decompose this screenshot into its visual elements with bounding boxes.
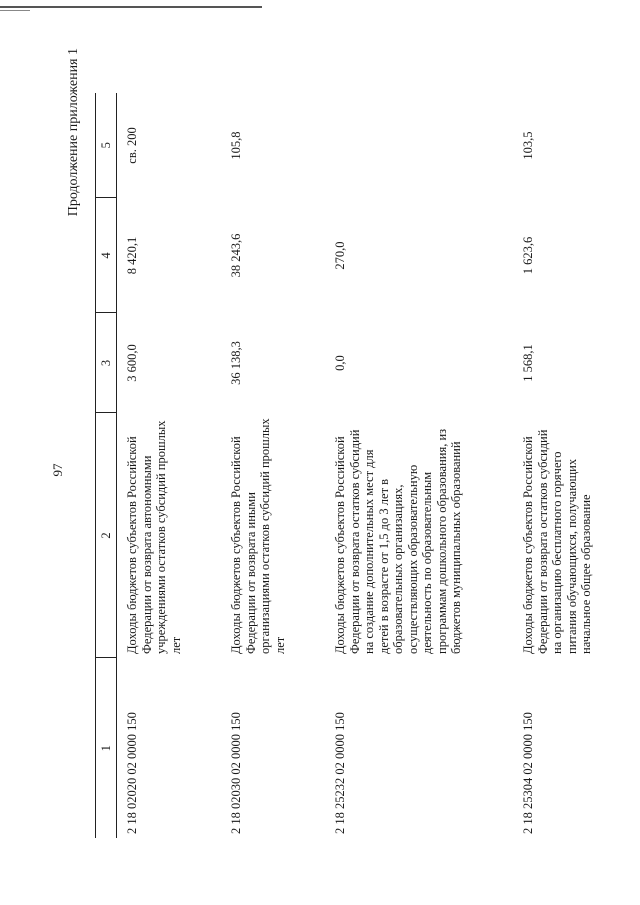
value-col4: 38 243,6 xyxy=(229,233,243,278)
value-col3: 3 600,0 xyxy=(125,344,139,382)
value-col3: 36 138,3 xyxy=(229,341,243,385)
revenue-description: Доходы бюджетов субъектов Российской Федерации от возврата остатков субсидий на организацию бесплатного горячего питания обучающихся, получающих начальное общее образование xyxy=(521,429,593,654)
table-row xyxy=(513,93,617,838)
column-header-5: 5 xyxy=(96,93,117,198)
revenue-table xyxy=(95,93,617,838)
value-col5 xyxy=(325,93,513,198)
column-header-2: 2 xyxy=(96,413,117,658)
column-header-4: 4 xyxy=(96,198,117,313)
page-number: 97 xyxy=(50,463,65,477)
revenue-code: 2 18 02030 02 0000 150 xyxy=(229,712,243,834)
scan-edge-line xyxy=(0,6,262,8)
value-col4: 1 623,6 xyxy=(521,236,535,275)
column-header-1: 1 xyxy=(96,658,117,838)
appendix-label: Продолжение приложения 1 xyxy=(66,48,81,217)
value-col4: 8 420,1 xyxy=(125,236,139,275)
value-col5: св. 200 xyxy=(125,127,139,164)
table-header-row xyxy=(96,93,117,838)
scan-edge-line-short xyxy=(0,10,30,11)
revenue-code: 2 18 25304 02 0000 150 xyxy=(521,712,535,834)
revenue-code: 2 18 02020 02 0000 150 xyxy=(125,712,139,834)
value-col5: 105,8 xyxy=(229,131,243,160)
value-col3: 0,0 xyxy=(333,355,347,371)
table-row xyxy=(221,93,325,838)
table-row xyxy=(117,93,222,838)
revenue-description: Доходы бюджетов субъектов Российской Федерации от возврата остатков субсидий на создание дополнительных мест для детей в возрасте от 1,5 до 3 лет в образовательных организациях, осуществляющих образовательную деятельность по образовательным программам дошкольного образования, из бюджетов муниципальных образований xyxy=(333,428,463,654)
value-col5: 103,5 xyxy=(521,131,535,160)
revenue-description: Доходы бюджетов субъектов Российской Федерации от возврата автономными учреждениями остатков субсидий прошлых лет xyxy=(125,420,183,654)
rotated-landscape-sheet xyxy=(50,40,610,900)
value-col3: 1 568,1 xyxy=(521,344,535,382)
column-header-3: 3 xyxy=(96,313,117,413)
value-col4: 270,0 xyxy=(333,241,347,270)
table-row xyxy=(325,93,513,838)
revenue-code: 2 18 25232 02 0000 150 xyxy=(333,712,347,834)
revenue-description: Доходы бюджетов субъектов Российской Федерации от возврата иными организациями остатков субсидий прошлых лет xyxy=(229,418,287,654)
